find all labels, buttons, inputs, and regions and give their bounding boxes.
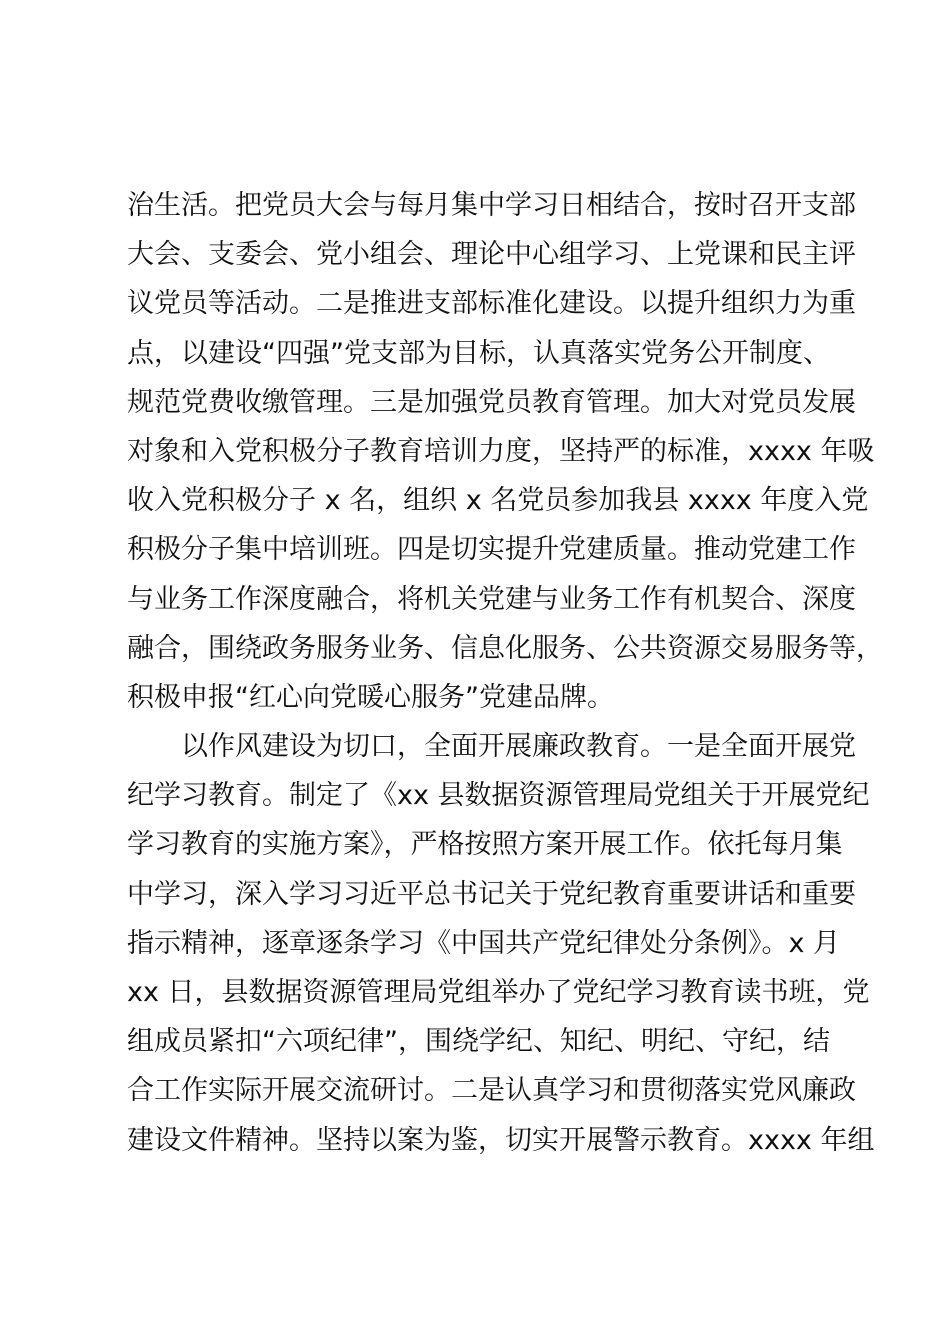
text-line: 积极申报“红心向党暖心服务”党建品牌。 <box>127 681 614 713</box>
text-line: 建设文件精神。坚持以案为鉴，切实开展警示教育。xxxx 年组 <box>127 1124 875 1156</box>
text-line: 合工作实际开展交流研讨。二是认真学习和贯彻落实党风廉政 <box>127 1075 856 1107</box>
text-line: 收入党积极分子 x 名，组织 x 名党员参加我县 xxxx 年度入党 <box>127 485 869 517</box>
text-line: 议党员等活动。二是推进支部标准化建设。以提升组织力为重 <box>127 288 856 320</box>
text-line: 大会、支委会、党小组会、理论中心组学习、上党课和民主评 <box>127 239 856 271</box>
text-line: 指示精神，逐章逐条学习《中国共产党纪律处分条例》。x 月 <box>127 927 841 959</box>
text-line: 学习教育的实施方案》，严格按照方案开展工作。依托每月集 <box>127 829 843 861</box>
text-line: 治生活。把党员大会与每月集中学习日相结合，按时召开支部 <box>127 190 856 221</box>
text-line: 对象和入党积极分子教育培训力度，坚持严的标准，xxxx 年吸 <box>127 435 875 467</box>
text-line: 规范党费收缴管理。三是加强党员教育管理。加大对党员发展 <box>127 386 856 418</box>
body-text <box>127 181 883 1165</box>
text-line: 积极分子集中培训班。四是切实提升党建质量。推动党建工作 <box>127 534 856 566</box>
text-line: 点，以建设“四强”党支部为目标，认真落实党务公开制度、 <box>127 337 830 369</box>
text-line: 融合，围绕政务服务业务、信息化服务、公共资源交易服务等， <box>127 632 883 664</box>
text-line: 与业务工作深度融合，将机关党建与业务工作有机契合、深度 <box>127 583 856 615</box>
text-line: 中学习，深入学习习近平总书记关于党纪教育重要讲话和重要 <box>127 878 856 910</box>
paragraph-first-line: 以作风建设为切口，全面开展廉政教育。一是全面开展党 <box>181 731 856 763</box>
text-line: xx 日，县数据资源管理局党组举办了党纪学习教育读书班，党 <box>127 977 870 1008</box>
text-line: 纪学习教育。制定了《xx 县数据资源管理局党组关于开展党纪 <box>127 780 870 812</box>
text-line: 组成员紧扣“六项纪律”，围绕学纪、知纪、明纪、守纪，结 <box>127 1026 830 1058</box>
